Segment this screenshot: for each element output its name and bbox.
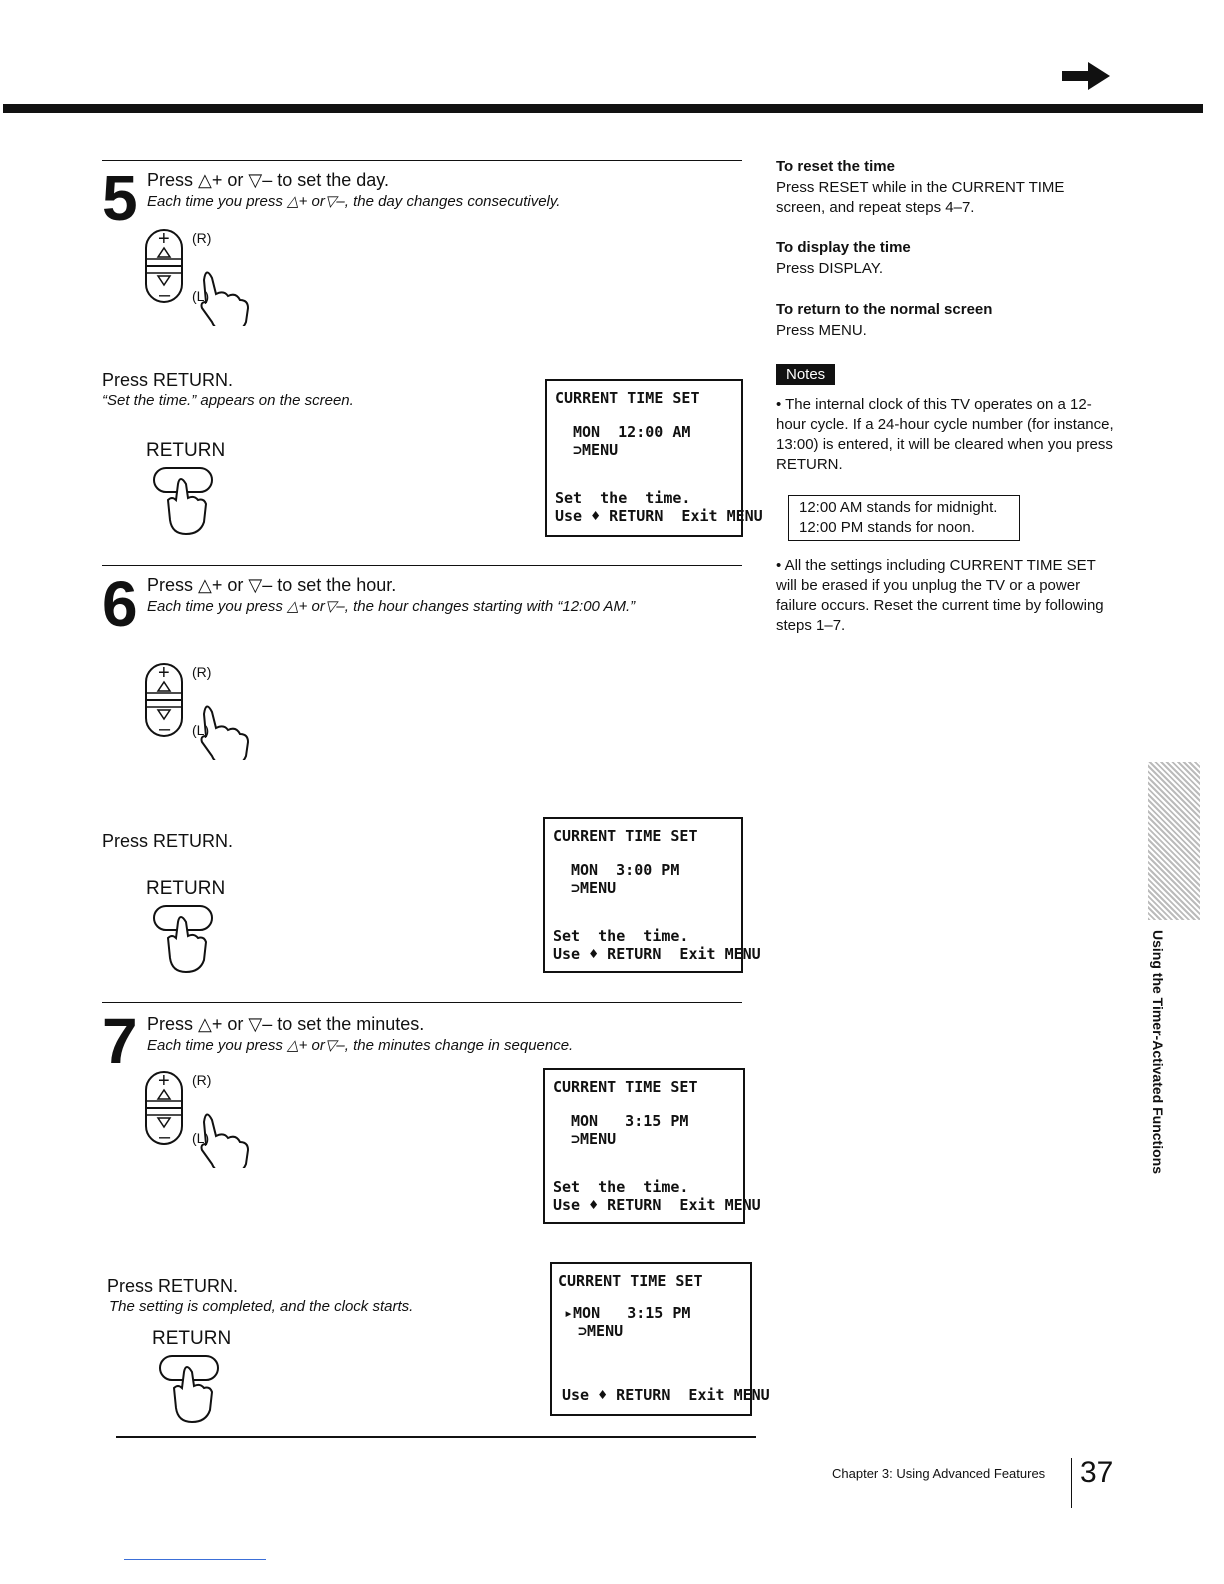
press-return-label: Press RETURN. — [102, 831, 234, 851]
osd-menu-item: ⊃MENU — [578, 1322, 624, 1340]
reset-text: Press RESET while in the CURRENT TIME screen, and repeat steps 4–7. — [776, 179, 1065, 216]
osd-day-time: ▸MON 3:15 PM — [564, 1304, 691, 1322]
left-label: (L) — [192, 1130, 210, 1146]
osd-instruction: Set the time. — [553, 1178, 689, 1196]
osd-screen — [545, 379, 763, 537]
rocker-button-illustration — [142, 226, 272, 326]
left-label: (L) — [192, 722, 210, 738]
left-label: (L) — [192, 288, 210, 304]
blue-underline — [124, 1559, 266, 1560]
minus-sign: – — [159, 284, 171, 306]
rocker-button-illustration — [142, 1068, 272, 1168]
step-description: Each time you press △+ or▽–, the hour changes starting with “12:00 AM.” — [147, 598, 636, 615]
osd-day-time: MON 3:00 PM — [571, 861, 680, 879]
osd-menu-item: ⊃MENU — [571, 1130, 617, 1148]
osd-menu-item: ⊃MENU — [571, 879, 617, 897]
section-tab-pattern — [1148, 762, 1200, 920]
osd-title: CURRENT TIME SET — [553, 1078, 698, 1096]
osd-title: CURRENT TIME SET — [555, 389, 700, 407]
normal-screen-heading: To return to the normal screen — [776, 301, 993, 318]
footer-divider — [1071, 1458, 1072, 1508]
normal-screen-text: Press MENU. — [776, 322, 867, 339]
return-button-label: RETURN — [146, 440, 226, 461]
minus-sign: – — [159, 718, 171, 740]
press-return-note: “Set the time.” appears on the screen. — [102, 392, 354, 409]
step-number: 6 — [102, 568, 138, 640]
minus-sign: – — [159, 1126, 171, 1148]
step-divider — [102, 160, 742, 161]
osd-instruction: Set the time. — [553, 927, 689, 945]
right-label: (R) — [192, 664, 212, 680]
display-text: Press DISPLAY. — [776, 260, 883, 277]
reset-heading: To reset the time — [776, 158, 895, 175]
step-number: 7 — [102, 1005, 138, 1077]
midnight-noon-box — [788, 495, 1020, 541]
osd-day-time: MON 12:00 AM — [573, 423, 691, 441]
right-label: (R) — [192, 230, 212, 246]
bottom-rule — [116, 1436, 756, 1438]
return-button-hand-icon — [150, 902, 220, 974]
return-button-hand-icon — [150, 464, 220, 536]
note-item: • All the settings including CURRENT TIME SET will be erased if you unplug the TV or a power failure occurs. Reset the current time by following steps 1–7. — [776, 557, 1104, 634]
step-title: Press △+ or ▽– to set the hour. — [147, 575, 397, 595]
osd-controls: Use ♦ RETURN Exit MENU — [562, 1386, 770, 1404]
notes-badge: Notes — [776, 364, 835, 385]
step-description: Each time you press △+ or▽–, the minutes change in sequence. — [147, 1037, 574, 1054]
plus-sign: + — [158, 228, 170, 250]
step-description: Each time you press △+ or▽–, the day changes consecutively. — [147, 193, 561, 210]
right-arrow-icon — [1060, 60, 1112, 92]
step-title: Press △+ or ▽– to set the day. — [147, 170, 389, 190]
noon-line: 12:00 PM stands for noon. — [799, 519, 975, 536]
step-number: 5 — [102, 162, 138, 234]
osd-controls: Use ♦ RETURN Exit MENU — [553, 945, 761, 963]
return-button-hand-icon — [156, 1352, 226, 1424]
press-return-label: Press RETURN. — [107, 1276, 239, 1296]
chapter-label: Chapter 3: Using Advanced Features — [832, 1466, 1046, 1481]
osd-screen — [543, 817, 761, 973]
step-title: Press △+ or ▽– to set the minutes. — [147, 1014, 425, 1034]
top-rule — [3, 104, 1203, 113]
osd-title: CURRENT TIME SET — [558, 1272, 703, 1290]
return-button-label: RETURN — [146, 878, 226, 899]
osd-screen — [543, 1068, 761, 1224]
midnight-line: 12:00 AM stands for midnight. — [799, 499, 998, 516]
press-return-note: The setting is completed, and the clock starts. — [109, 1298, 414, 1315]
press-return-label: Press RETURN. — [102, 370, 234, 390]
plus-sign: + — [158, 1070, 170, 1092]
return-button-label: RETURN — [152, 1328, 232, 1349]
osd-screen — [550, 1262, 770, 1416]
page-number: 37 — [1080, 1456, 1114, 1489]
section-tab-label: Using the Timer-Activated Functions — [1150, 930, 1166, 1174]
right-label: (R) — [192, 1072, 212, 1088]
step-divider — [102, 565, 742, 566]
osd-controls: Use ♦ RETURN Exit MENU — [555, 507, 763, 525]
step-divider — [102, 1002, 742, 1003]
rocker-button-illustration — [142, 660, 272, 760]
plus-sign: + — [158, 662, 170, 684]
osd-instruction: Set the time. — [555, 489, 691, 507]
osd-title: CURRENT TIME SET — [553, 827, 698, 845]
osd-menu-item: ⊃MENU — [573, 441, 619, 459]
display-heading: To display the time — [776, 239, 911, 256]
osd-day-time: MON 3:15 PM — [571, 1112, 689, 1130]
note-item: • The internal clock of this TV operates on a 12-hour cycle. If a 24-hour cycle number (for instance, 13:00) is entered, it will be cleared when you press RETURN. — [776, 396, 1114, 473]
osd-controls: Use ♦ RETURN Exit MENU — [553, 1196, 761, 1214]
